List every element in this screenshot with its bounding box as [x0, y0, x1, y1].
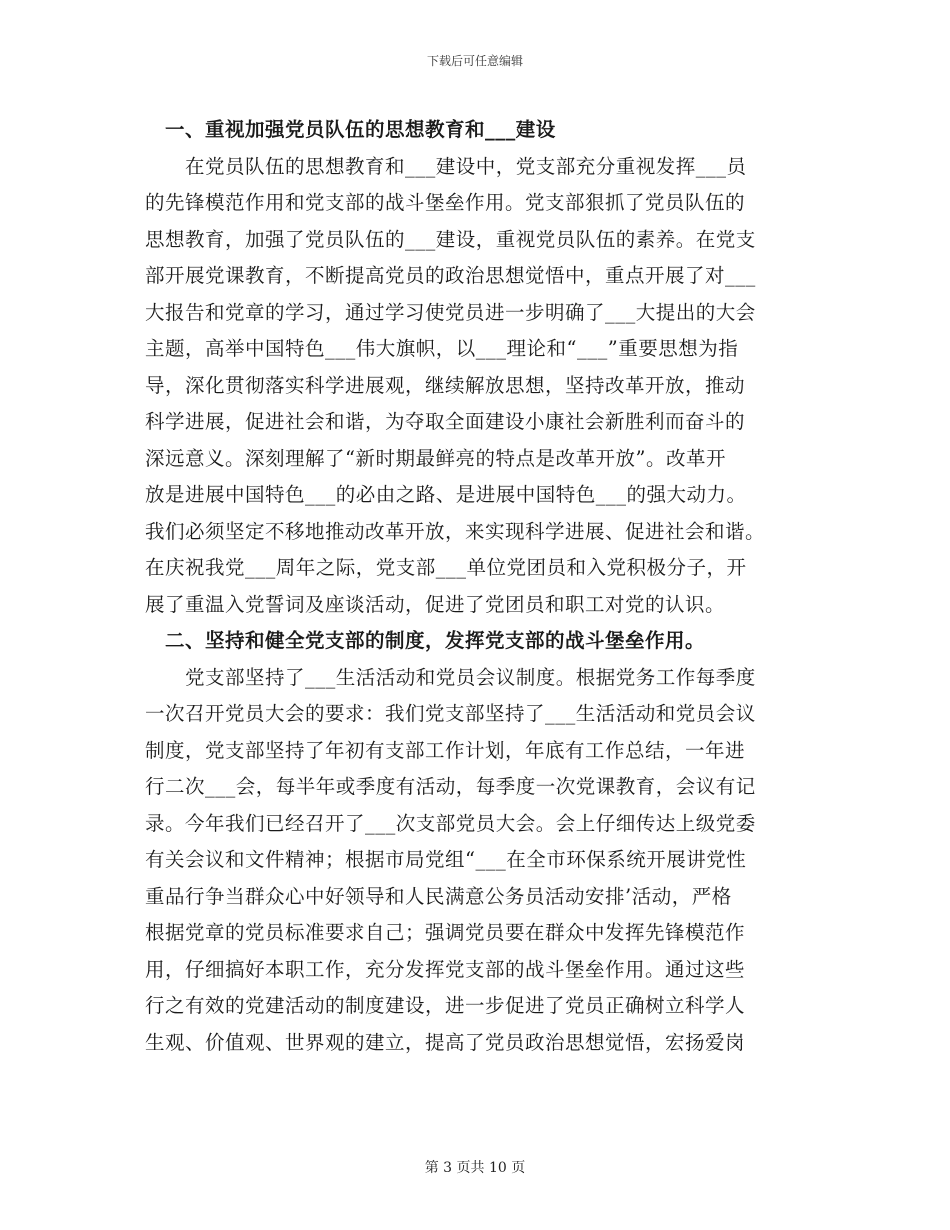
paragraph-line: 一次召开党员大会的要求：我们党支部坚持了___生活活动和党员会议	[145, 702, 756, 725]
paragraph-line: 根据党章的党员标准要求自己；强调党员要在群众中发挥先锋模范作	[145, 921, 746, 944]
page-footer: 第 3 页共 10 页	[424, 1160, 526, 1176]
paragraph-line: 我们必须坚定不移地推动改革开放，来实现科学进展、促进社会和谐。	[145, 519, 766, 543]
paragraph-line: 主题，高举中国特色___伟大旗帜，以___理论和“___”重要思想为指	[145, 337, 739, 360]
paragraph-line: 深远意义。深刻理解了“新时期最鲜亮的特点是改革开放”。改革开	[145, 446, 726, 470]
document-body	[145, 112, 825, 1061]
page-header: 下载后可任意编辑	[426, 54, 523, 68]
paragraph-line: 展了重温入党誓词及座谈活动，促进了党团员和职工对党的认识。	[145, 592, 726, 616]
paragraph-line: 思想教育，加强了党员队伍的___建设，重视党员队伍的素养。在党支	[145, 227, 756, 251]
paragraph-line: 党支部坚持了___生活活动和党员会议制度。根据党务工作每季度	[145, 665, 756, 689]
paragraph-line: 大报告和党章的学习，通过学习使党员进一步明确了___大提出的大会	[145, 300, 756, 324]
paragraph-line: 的先锋模范作用和党支部的战斗堡垒作用。党支部狠抓了党员队伍的	[145, 191, 746, 214]
paragraph-line: 导，深化贯彻落实科学进展观，继续解放思想，坚持改革开放，推动	[145, 373, 746, 397]
paragraph-line: 录。今年我们已经召开了___次支部党员大会。会上仔细传达上级党委	[145, 811, 756, 835]
paragraph-line: 科学进展，促进社会和谐，为夺取全面建设小康社会新胜利而奋斗的	[145, 410, 746, 433]
paragraph-line: 重品行争当群众心中好领导和人民满意公务员活动安排’活动，严格	[145, 884, 732, 908]
paragraph-line: 有关会议和文件精神；根据市局党组“___在全市环保系统开展讲党性	[145, 848, 747, 871]
paragraph-line: 在庆祝我党___周年之际，党支部___单位党团员和入党积极分子，开	[145, 556, 747, 579]
paragraph-line: 行二次___会，每半年或季度有活动，每季度一次党课教育，会议有记	[145, 775, 756, 798]
paragraph-line: 放是进展中国特色___的必由之路、是进展中国特色___的强大动力。	[145, 483, 747, 506]
paragraph-line: 行之有效的党建活动的制度建设，进一步促进了党员正确树立科学人	[145, 994, 746, 1017]
paragraph-line: 用，仔细搞好本职工作，充分发挥党支部的战斗堡垒作用。通过这些	[145, 957, 746, 981]
paragraph-line: 在党员队伍的思想教育和___建设中，党支部充分重视发挥___员	[145, 154, 747, 178]
section-heading: 二、坚持和健全党支部的制度，发挥党支部的战斗堡垒作用。	[145, 629, 706, 652]
paragraph-line: 生观、价值观、世界观的建立，提高了党员政治思想觉悟，宏扬爱岗	[145, 1030, 746, 1054]
section-heading: 一、重视加强党员队伍的思想教育和___建设	[145, 118, 556, 141]
paragraph-line: 部开展党课教育，不断提高党员的政治思想觉悟中，重点开展了对___	[145, 264, 756, 287]
paragraph-line: 制度，党支部坚持了年初有支部工作计划，年底有工作总结，一年进	[145, 738, 746, 762]
